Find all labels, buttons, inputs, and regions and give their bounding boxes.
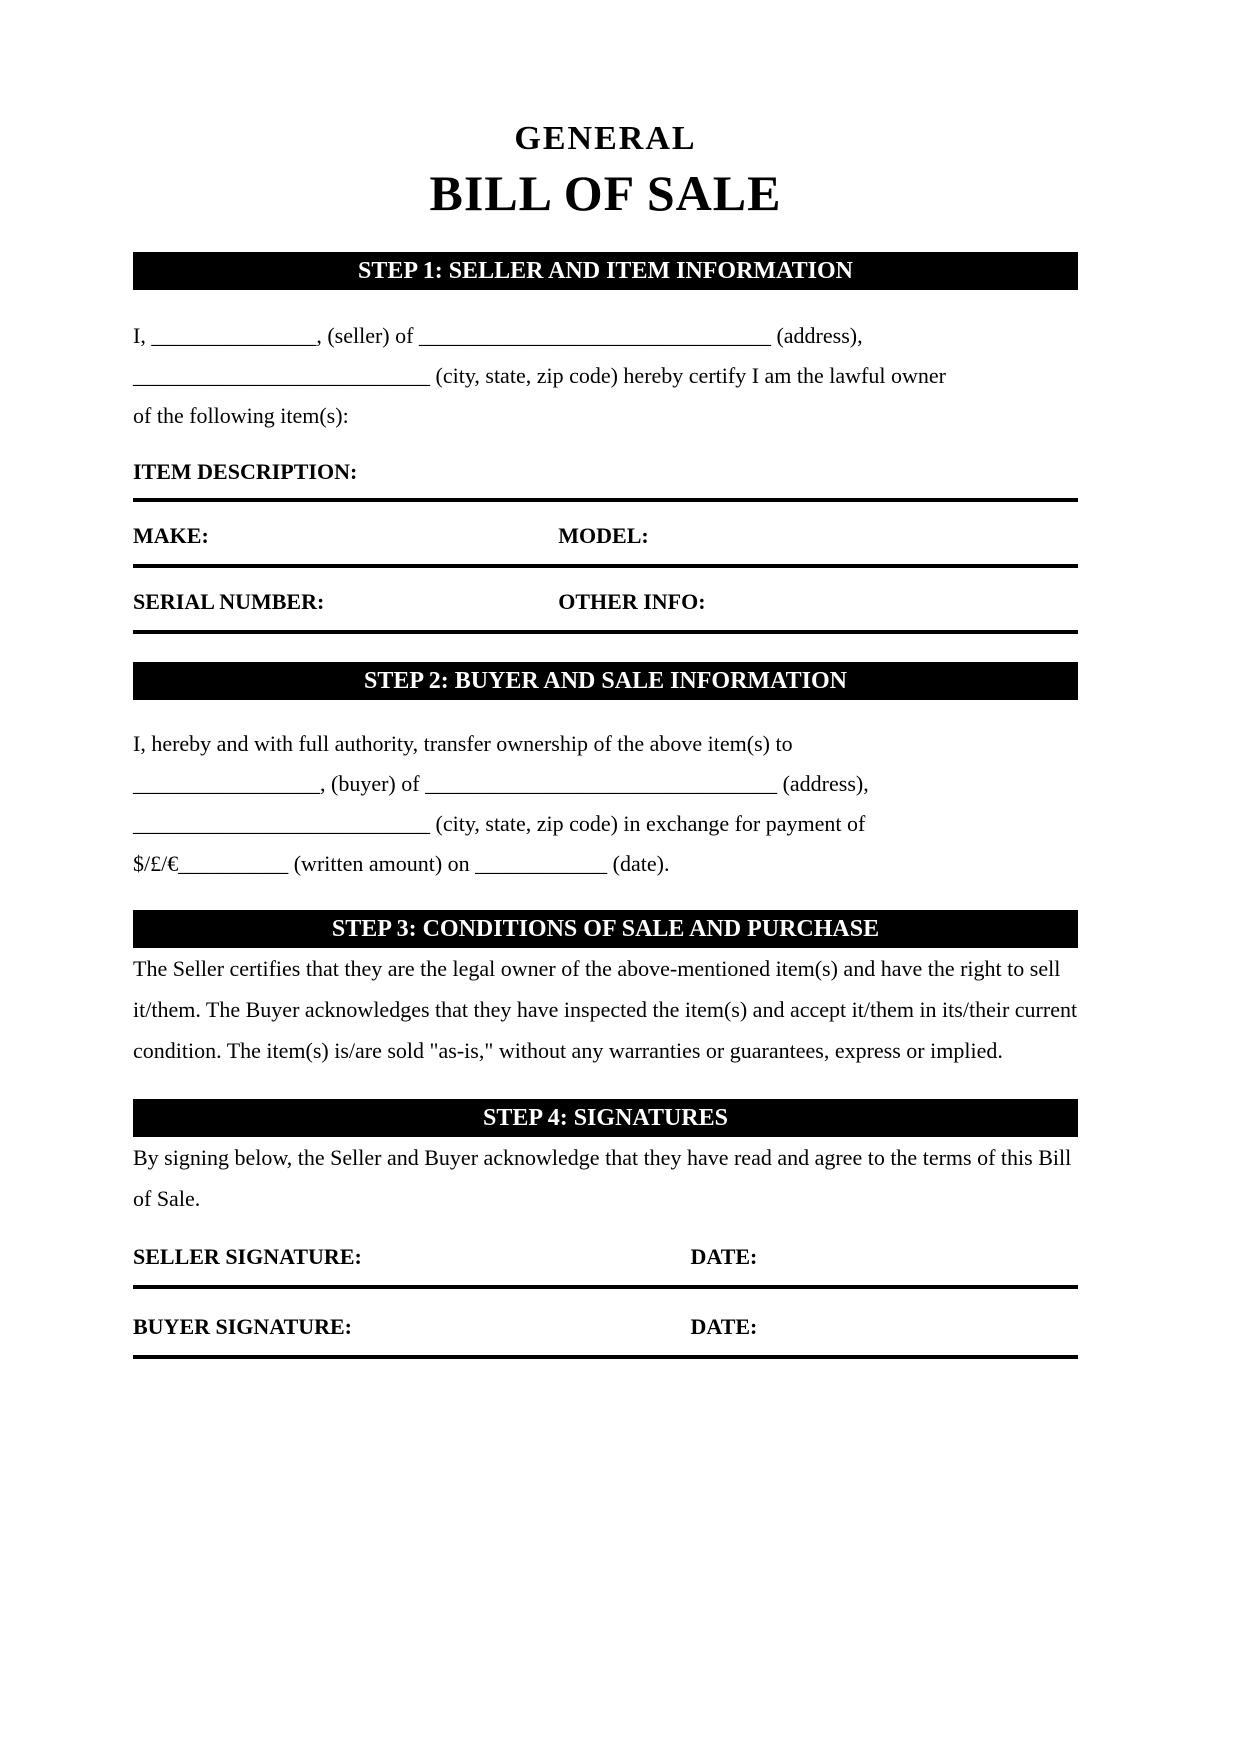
buyer-date-label: DATE: bbox=[690, 1314, 758, 1339]
step1-line-city-state-zip: ___________________________ (city, state, zip code) hereby certify I am the lawful owner bbox=[133, 363, 946, 388]
step2-header-bar: STEP 2: BUYER AND SALE INFORMATION bbox=[133, 662, 1078, 700]
step2-line-city-state-zip: ___________________________ (city, state, zip code) in exchange for payment of bbox=[133, 811, 866, 836]
seller-signature-label: SELLER SIGNATURE: bbox=[133, 1244, 362, 1269]
step4-acknowledgement-paragraph: By signing below, the Seller and Buyer acknowledge that they have read and agree to the terms of this Bill of Sale. bbox=[133, 1145, 1072, 1211]
serial-number-label: SERIAL NUMBER: bbox=[133, 589, 325, 614]
model-label: MODEL: bbox=[558, 523, 649, 548]
step2-line-payment: $/£/€__________ (written amount) on ____________ (date). bbox=[133, 851, 670, 876]
serial-otherinfo-line bbox=[133, 630, 1078, 634]
step3-header-bar: STEP 3: CONDITIONS OF SALE AND PURCHASE bbox=[133, 910, 1078, 948]
make-label: MAKE: bbox=[133, 523, 209, 548]
step2-line-transfer: I, hereby and with full authority, transfer ownership of the above item(s) to bbox=[133, 731, 793, 756]
document-title-kicker: GENERAL bbox=[514, 120, 697, 157]
document-title: BILL OF SALE bbox=[429, 165, 782, 221]
seller-date-label: DATE: bbox=[690, 1244, 758, 1269]
make-model-row bbox=[133, 502, 1078, 564]
step1-line-seller: I, _______________, (seller) of ________________________________ (address), bbox=[133, 323, 863, 348]
step3-conditions-paragraph: The Seller certifies that they are the legal owner of the above-mentioned item(s) and have the right to sell it/them. The Buyer acknowledges that they have inspected the item(s) and accept it/them in its/their current condition. The item(s) is/are sold "as-is," without any warranties or guarantees, express or implied. bbox=[133, 956, 1078, 1063]
item-description-label: ITEM DESCRIPTION: bbox=[133, 459, 358, 484]
step1-header-bar: STEP 1: SELLER AND ITEM INFORMATION bbox=[133, 252, 1078, 290]
document-content bbox=[133, 118, 1078, 1359]
step2-paragraph bbox=[133, 724, 1078, 884]
step1-paragraph bbox=[133, 316, 1078, 436]
buyer-signature-label: BUYER SIGNATURE: bbox=[133, 1314, 353, 1339]
step1-line-ownership: of the following item(s): bbox=[133, 403, 349, 428]
other-info-label: OTHER INFO: bbox=[558, 589, 706, 614]
seller-signature-row bbox=[133, 1219, 1078, 1285]
step4-header-bar: STEP 4: SIGNATURES bbox=[133, 1099, 1078, 1137]
buyer-signature-line bbox=[133, 1355, 1078, 1359]
step2-line-buyer: _________________, (buyer) of ________________________________ (address), bbox=[133, 771, 869, 796]
serial-otherinfo-row bbox=[133, 568, 1078, 630]
buyer-signature-row bbox=[133, 1289, 1078, 1355]
item-description-field bbox=[133, 454, 1078, 498]
